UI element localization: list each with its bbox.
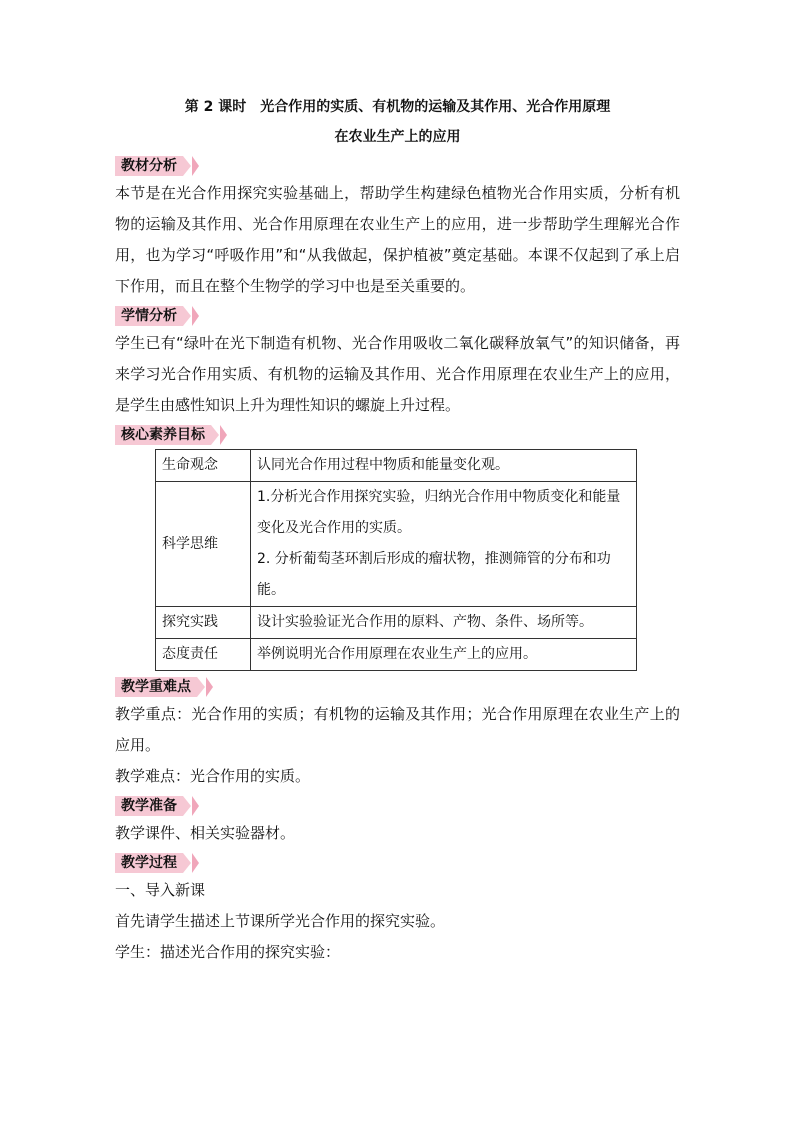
keypoints-difficulty: 教学难点：光合作用的实质。 — [115, 767, 311, 785]
arrow-decoration-icon — [220, 425, 227, 445]
arrow-decoration-icon — [206, 677, 213, 697]
arrow-decoration-icon — [192, 796, 199, 816]
table-row — [156, 482, 637, 607]
document-page — [115, 92, 680, 968]
section-heading-label: 教学过程 — [115, 853, 183, 873]
section-heading-label: 教材分析 — [115, 156, 183, 176]
section-heading-label: 教学准备 — [115, 796, 183, 816]
section-heading-analysis — [115, 156, 199, 176]
arrow-decoration-icon — [183, 853, 191, 873]
goals-table — [155, 449, 637, 671]
title-line-1: 第 2 课时 光合作用的实质、有机物的运输及其作用、光合作用原理 — [184, 99, 611, 115]
section-heading-label: 核心素养目标 — [115, 425, 211, 445]
section-heading-label: 教学重难点 — [115, 677, 197, 697]
arrow-decoration-icon — [183, 306, 191, 326]
table-row — [156, 607, 637, 639]
section-heading-keypoints — [115, 677, 213, 697]
goal-value: 举例说明光合作用原理在农业生产上的应用。 — [251, 639, 637, 671]
section-heading-label: 学情分析 — [115, 306, 183, 326]
table-row — [156, 639, 637, 671]
title-line-2: 在农业生产上的应用 — [334, 129, 461, 145]
goal-value — [251, 482, 637, 607]
process-line: 一、导入新课 — [115, 881, 206, 899]
prep-paragraph: 教学课件、相关实验器材。 — [115, 824, 296, 842]
goal-key: 态度责任 — [156, 639, 251, 671]
section-heading-prep — [115, 796, 199, 816]
section-heading-process — [115, 853, 199, 873]
section-heading-goals — [115, 425, 227, 445]
goal-key: 科学思维 — [156, 482, 251, 607]
arrow-decoration-icon — [197, 677, 205, 697]
lesson-title — [115, 92, 680, 152]
analysis-paragraph: 本节是在光合作用探究实验基础上，帮助学生构建绿色植物光合作用实质，分析有机物的运输及其作用、光合作用原理在农业生产上的应用，进一步帮助学生理解光合作用，也为学习“呼吸作用”和“从我做起，保护植被”奠定基础。本课不仅起到了承上启下作用，而且在整个生物学的学习中也是至关重要的。 — [115, 184, 680, 295]
arrow-decoration-icon — [192, 853, 199, 873]
arrow-decoration-icon — [183, 156, 191, 176]
arrow-decoration-icon — [192, 306, 199, 326]
goal-value: 设计实验验证光合作用的原料、产物、条件、场所等。 — [251, 607, 637, 639]
section-heading-students — [115, 306, 199, 326]
process-line: 首先请学生描述上节课所学光合作用的探究实验。 — [115, 912, 446, 930]
students-paragraph: 学生已有“绿叶在光下制造有机物、光合作用吸收二氧化碳释放氧气”的知识储备，再来学习光合作用实质、有机物的运输及其作用、光合作用原理在农业生产上的应用，是学生由感性知识上升为理性知识的螺旋上升过程。 — [115, 334, 680, 414]
goal-value-item: 2. 分析葡萄茎环割后形成的瘤状物，推测筛管的分布和功能。 — [257, 551, 611, 598]
goal-key: 探究实践 — [156, 607, 251, 639]
process-line: 学生：描述光合作用的探究实验： — [115, 943, 341, 961]
table-row — [156, 450, 637, 482]
goal-key: 生命观念 — [156, 450, 251, 482]
arrow-decoration-icon — [211, 425, 219, 445]
arrow-decoration-icon — [192, 156, 199, 176]
keypoints-focus: 教学重点：光合作用的实质；有机物的运输及其作用；光合作用原理在农业生产上的应用。 — [115, 705, 680, 754]
goal-value-item: 1.分析光合作用探究实验，归纳光合作用中物质变化和能量变化及光合作用的实质。 — [257, 489, 621, 536]
goal-value: 认同光合作用过程中物质和能量变化观。 — [251, 450, 637, 482]
arrow-decoration-icon — [183, 796, 191, 816]
